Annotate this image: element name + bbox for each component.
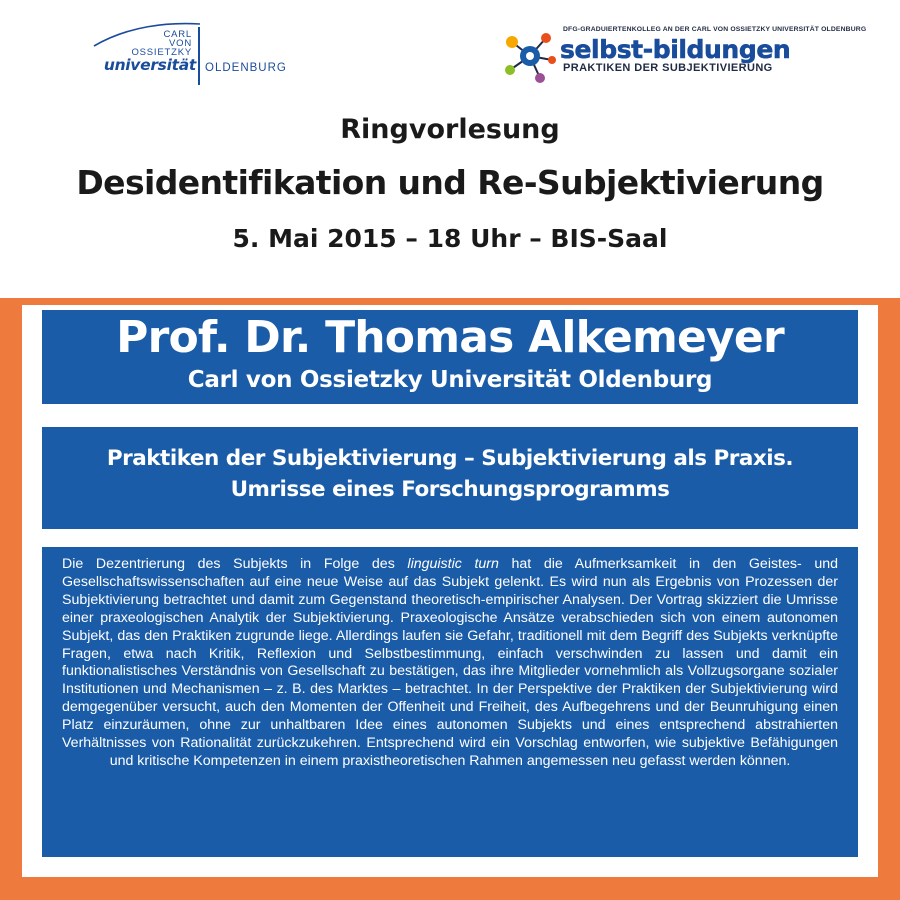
kolleg-logo-subtitle: PRAKTIKEN DER SUBJEKTIVIERUNG	[563, 62, 773, 74]
university-logo-name: universität	[103, 56, 196, 74]
talk-title-line2: Umrisse eines Forschungsprogramms	[230, 477, 670, 502]
topic-box	[42, 427, 858, 529]
abstract-box	[42, 547, 858, 857]
kolleg-logo-top-line: DFG-GRADUIERTENKOLLEG AN DER CARL VON OSSIETZKY UNIVERSITÄT OLDENBURG	[563, 26, 867, 33]
date-time-location: 5. Mai 2015 – 18 Uhr – BIS-Saal	[232, 224, 668, 253]
speaker-name: Prof. Dr. Thomas Alkemeyer	[116, 312, 784, 363]
talk-title	[42, 427, 858, 505]
abstract-part1: Die Dezentrierung des Subjekts in Folge des	[62, 556, 408, 572]
university-logo-divider	[198, 27, 200, 85]
abstract-emphasis: linguistic turn	[407, 556, 499, 572]
talk-title-line1: Praktiken der Subjektivierung – Subjektivierung als Praxis.	[106, 446, 794, 471]
series-heading: Ringvorlesung	[340, 114, 560, 145]
university-logo-line3: OSSIETZKY	[131, 47, 192, 58]
university-logo-line1: CARL	[163, 29, 192, 40]
abstract-part2: hat die Aufmerksamkeit in den Geistes- und Gesellschaftswissenschaften auf eine neue Weise auf das Subjekt gelenkt. Es wird nun als Ergebnis von Prozessen der Subjektivierung betrachtet und damit zum Gegenstand theoretisch-empirischer Analysen. Der Vortrag skizziert die Umrisse einer praxeologischen Analytik der Subjektivierung. Praxeologische Ansätze verabschieden sich von einem autonomen Subjekt, das den Praktiken zugrunde liege. Allerdings laufen sie Gefahr, traditionell mit dem Begriff des Subjekts verknüpfte Fragen, etwa nach Kritik, Reflexion und Selbstbestimmung, einfach verschwinden zu lassen und damit ein funktionalistisches Verständnis von Gesellschaft zu bestätigen, das ihre Mitglieder vornehmlich als Vollzugsorgane sozialer Institutionen und Mechanismen – z. B. des Marktes – betrachtet. In der Perspektive der Praktiken der Subjektivierung wird demgegenüber versucht, auch den Momenten der Offenheit und Freiheit, des Aufbegehrens und der Beunruhigung einen Platz einzuräumen, ohne zur unhaltbaren Idee eines autonomen Subjekts und eines entsprechend abstrahierten Verhältnisses von Rationalität zurückzukehren. Entsprechend wird ein Vorschlag entworfen, wie subjektive Befähigungen und kritische Kompetenzen in einem praxistheoretischen Rahmen angemessen neu gefasst werden können.	[62, 556, 838, 769]
molecule-icon	[500, 22, 562, 88]
abstract-text	[62, 556, 838, 771]
speaker-affiliation: Carl von Ossietzky Universität Oldenburg	[187, 367, 713, 393]
lecture-title: Desidentifikation und Re-Subjektivierung	[76, 163, 824, 202]
kolleg-logo-wordmark: selbst-bildungen	[560, 35, 791, 64]
speaker-box	[42, 310, 858, 404]
university-logo-line2: VON	[169, 38, 192, 49]
university-logo-city: OLDENBURG	[205, 62, 287, 74]
